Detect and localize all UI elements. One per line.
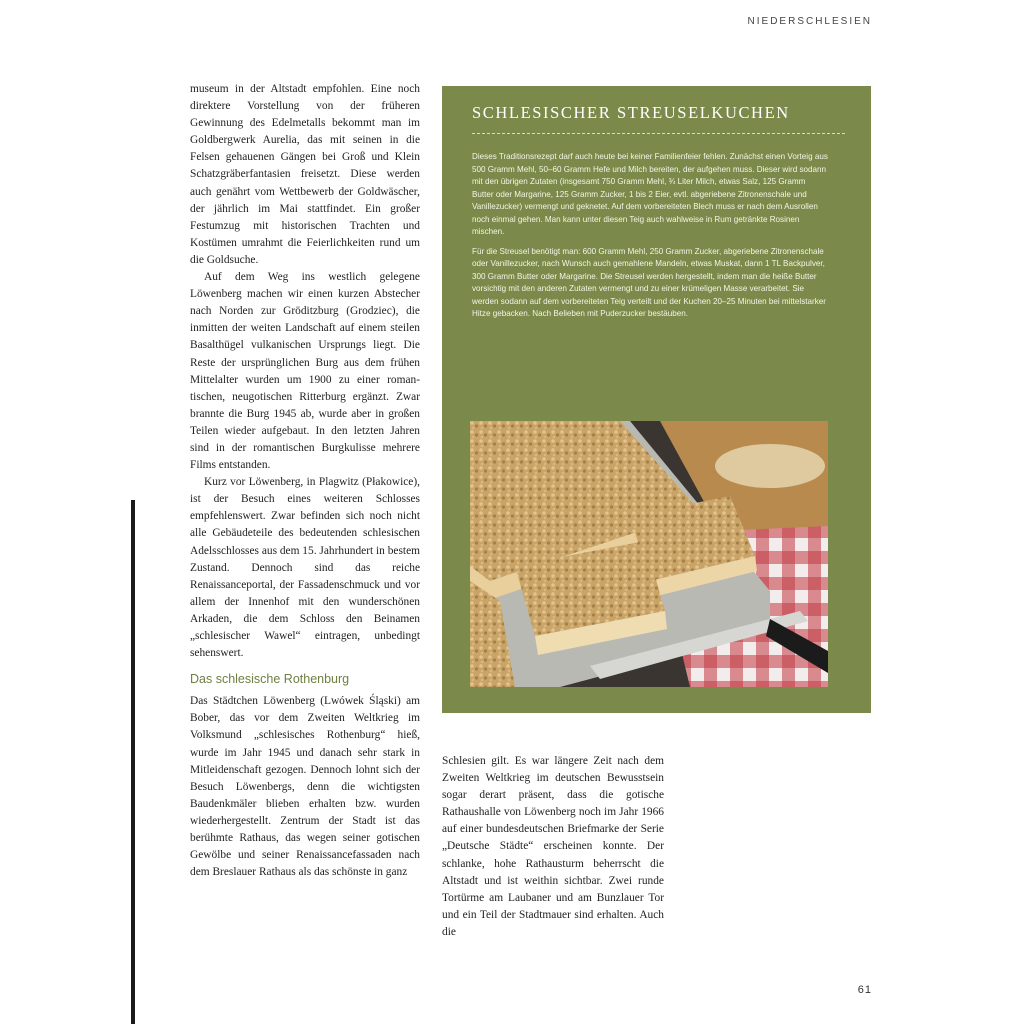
book-spine-edge (131, 500, 135, 1024)
recipe-paragraph: Für die Streusel benötigt man: 600 Gramm Mehl, 250 Gramm Zucker, abgeriebene Zitronenschale oder Vanillezucker, nach Wunsch auch gemahlene Mandeln, etwas Muskat, dann 1 TL Backpulver, 300 Gramm Butter oder Margarine. Die Streusel werden hergestellt, indem man die heiße Butter vorsichtig mit den anderen Zutaten vermengt und zu einer krümeligen Masse verarbeitet. Sie werden sodann auf dem vorbereiteten Teig verteilt und der Kuchen 20–25 Minuten bei mittelstarker Hitze gebacken. Nach Belieben mit Puderzucker bestäuben. (472, 246, 826, 318)
body-paragraph: Kurz vor Löwenberg, in Plagwitz (Płakowice), ist der Besuch eines weiteren Schlosses empfehlenswert. Zwar befinden sich noch nicht alle Gebäudeteile des bedeutenden schlesischen Adelsschlosses aus dem 15. Jahrhundert in bestem Zustand. Dennoch sind das reiche Renaissanceportal, der Fassadenschmuck und vor allem der Innenhof mit den wunderschönen Arkaden, die dem Schloss den Beinamen „schlesischer Wawel“ eintragen, unbedingt sehenswert. (190, 476, 420, 660)
body-paragraph: Schlesien gilt. Es war längere Zeit nach dem Zweiten Weltkrieg im deutschen Bewusstsein sogar derart präsent, dass die gotische Rathaushalle von Löwenberg noch im Jahr 1966 auf einer bundesdeutschen Briefmarke der Serie „Deutsche Städte“ erscheinen konnte. Der schlanke, hohe Rathausturm beherrscht die Altstadt und ist weithin sichtbar. Zwei runde Tortürme am Laubaner und am Bunzlauer Tor und ein Teil der Stadtmauer sind erhalten. Auch die (442, 755, 664, 938)
recipe-paragraph: Dieses Traditionsrezept darf auch heute bei keiner Familienfeier fehlen. Zunächst einen Vorteig aus 500 Gramm Mehl, 50–60 Gramm Hefe und Milch bereiten, der aufgehen muss. Dieser wird sodann mit den übrigen Zutaten (insgesamt 750 Gramm Mehl, ¾ Liter Milch, etwas Salz, 125 Gramm Butter oder Margarine, 125 Gramm Zucker, 1 bis 2 Eier, evtl. abgeriebene Zitronenschale und Vanillezucker) vermengt und geknetet. Auf dem vorbereiteten Blech muss er nach dem Ausrollen noch einmal gehen. Man kann unter diesen Teig auch wahlweise in Rum getränkte Rosinen mischen. (472, 152, 828, 236)
running-head: NIEDERSCHLESIEN (747, 16, 872, 27)
page-number: 61 (857, 984, 872, 996)
left-text-column (190, 81, 420, 881)
recipe-text (472, 151, 828, 328)
body-paragraph: Auf dem Weg ins westlich gelegene Löwenberg machen wir einen kurzen Abstecher nach Norden zur Gröditzburg (Grodziec), die inmitten der weiten Landschaft auf einem steilen Basalthügel vulkanischen Ursprungs liegt. Die Reste der ursprünglichen Burg aus dem frühen Mittelalter wurden um 1900 zu einer romantischen, neugotischen Ritterburg ergänzt. Zwar brannte die Burg 1945 ab, wurde aber in großen Teilen wieder aufgebaut. In den letzten Jahren sind in der romantischen Burgkulisse mehrere Films entstanden. (190, 271, 420, 472)
dashed-divider (472, 133, 845, 134)
section-subheading: Das schlesische Rothenburg (190, 672, 350, 687)
right-text-column (442, 753, 664, 941)
body-paragraph: Das Städtchen Löwenberg (Lwówek Śląski) am Bober, das vor dem Zweiten Weltkrieg im Volksmund „schlesisches Rothenburg“ hieß, wurde im Jahr 1945 und danach sehr stark in Mitleidenschaft gezogen. Dennoch lohnt sich der Besuch Löwenbergs, denn die wichtigsten Baudenkmäler blieben erhalten bzw. wurden wiederhergestellt. Zentrum der Stadt ist das berühmte Rathaus, das wegen seiner gotischen Gewölbe und seiner Renaissancefassaden nach dem Breslauer Rathaus als das schönste in ganz (190, 695, 420, 879)
streuselkuchen-photo (470, 421, 828, 687)
body-paragraph: museum in der Altstadt empfohlen. Eine noch direktere Vorstellung von der früheren Gewinnung des Edelmetalls bekommt man im Goldbergwerk Aurelia, das mit seinen in die Felsen gehauenen Gängen bei Groß und Klein Schatzgräberfantasien freisetzt. Diese werden auch genährt vom Wettbewerb der Goldwäscher, der jährlich im Mai stattfindet. Ein großer Festumzug mit historischen Trachten und Kostümen umrahmt die Feierlichkeiten rund um die Goldsuche. (190, 83, 420, 266)
recipe-sidebar (442, 86, 871, 713)
recipe-title: SCHLESISCHER STREUSELKUCHEN (472, 103, 790, 122)
